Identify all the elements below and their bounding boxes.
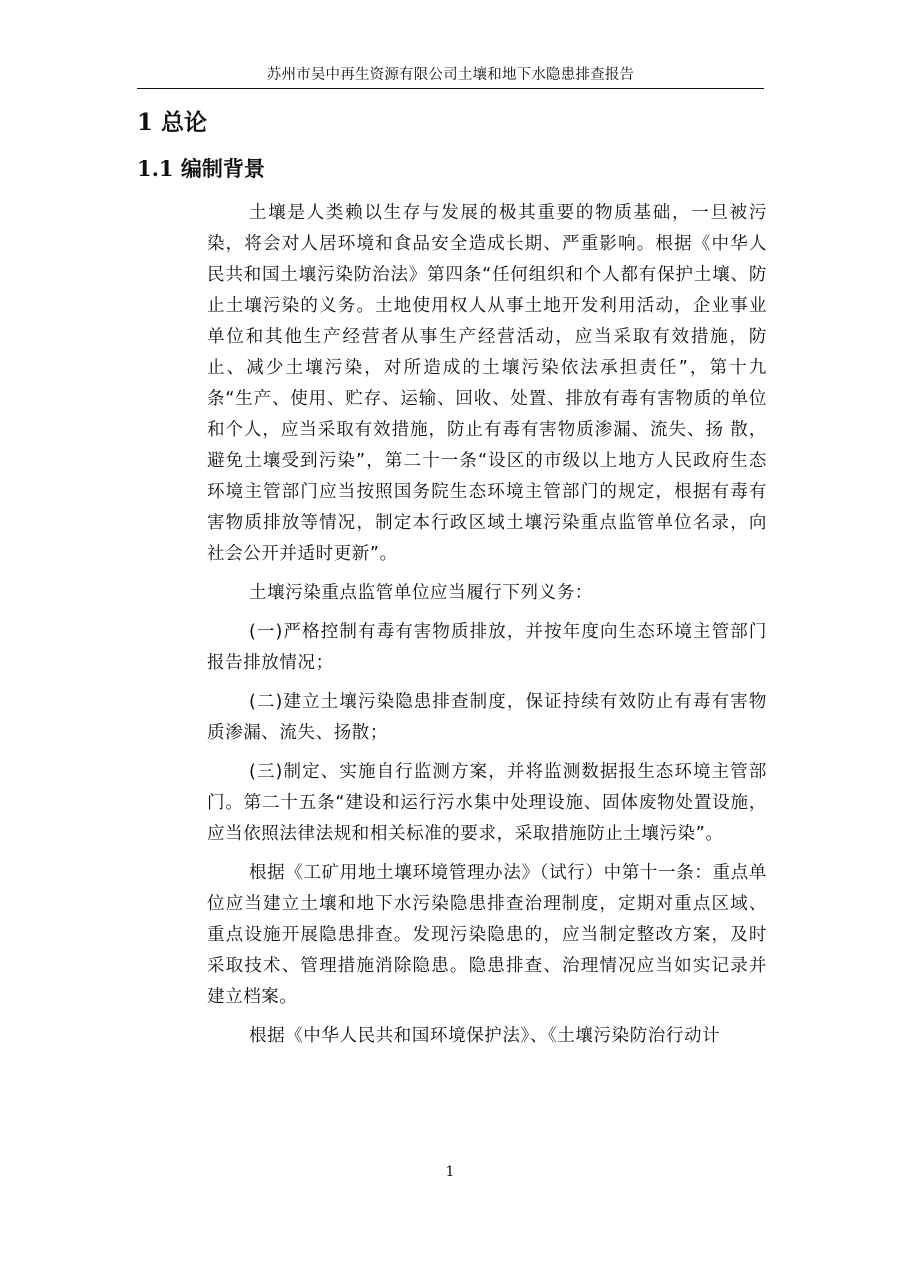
running-header: 苏州市吴中再生资源有限公司土壤和地下水隐患排查报告 — [266, 67, 635, 83]
paragraph: 土壤污染重点监管单位应当履行下列义务： — [249, 583, 593, 603]
paragraph: (三)制定、实施自行监测方案，并将监测数据报生态环境主管部门。第二十五条“建设和运行污水集中处理设施、固体废物处置设施，应当依照法律法规和相关标准的要求，采取措施防止土壤污染”。 — [207, 762, 767, 844]
paragraph: 土壤是人类赖以生存与发展的极其重要的物质基础，一旦被污染，将会对人居环境和食品安全造成长期、严重影响。根据《中华人民共和国土壤污染防治法》第四条“任何组织和个人都有保护土壤、防止土壤污染的义务。土地使用权人从事土地开发利用活动，企业事业单位和其他生产经营者从事生产经营活动，应当采取有效措施，防止、减少土壤污染，对所造成的土壤污染依法承担责任”，第十九条“生产、使用、贮存、运输、回收、处置、排放有毒有害物质的单位和个人，应当采取有效措施，防止有毒有害物质渗漏、流失、扬 散，避免土壤受到污染”，第二十一条“设区的市级以上地方人民政府生态环境主管部门应当按照国务院生态环境主管部门的规定，根据有毒有害物质排放等情况，制定本行政区域土壤污染重点监管单位名录，向社会公开并适时更新”。 — [207, 203, 767, 564]
chapter-heading: 1 总论 — [137, 109, 208, 136]
paragraph: (一)严格控制有毒有害物质排放，并按年度向生态环境主管部门报告排放情况； — [207, 622, 767, 673]
page-number: 1 — [445, 1164, 455, 1180]
section-heading: 1.1 编制背景 — [137, 156, 265, 181]
paragraph: (二)建立土壤污染隐患排查制度，保证持续有效防止有毒有害物质渗漏、流失、扬散； — [207, 692, 767, 743]
paragraph: 根据《中华人民共和国环境保护法》、《土壤污染防治行动计 — [249, 1026, 721, 1046]
header-rule — [137, 88, 764, 89]
paragraph: 根据《工矿用地土壤环境管理办法》（试行）中第十一条：重点单位应当建立土壤和地下水污染隐患排查治理制度，定期对重点区域、重点设施开展隐患排查。发现污染隐患的，应当制定整改方案，及时采取技术、管理措施消除隐患。隐患排查、治理情况应当如实记录并建立档案。 — [207, 863, 767, 1007]
body-text — [207, 198, 767, 1060]
